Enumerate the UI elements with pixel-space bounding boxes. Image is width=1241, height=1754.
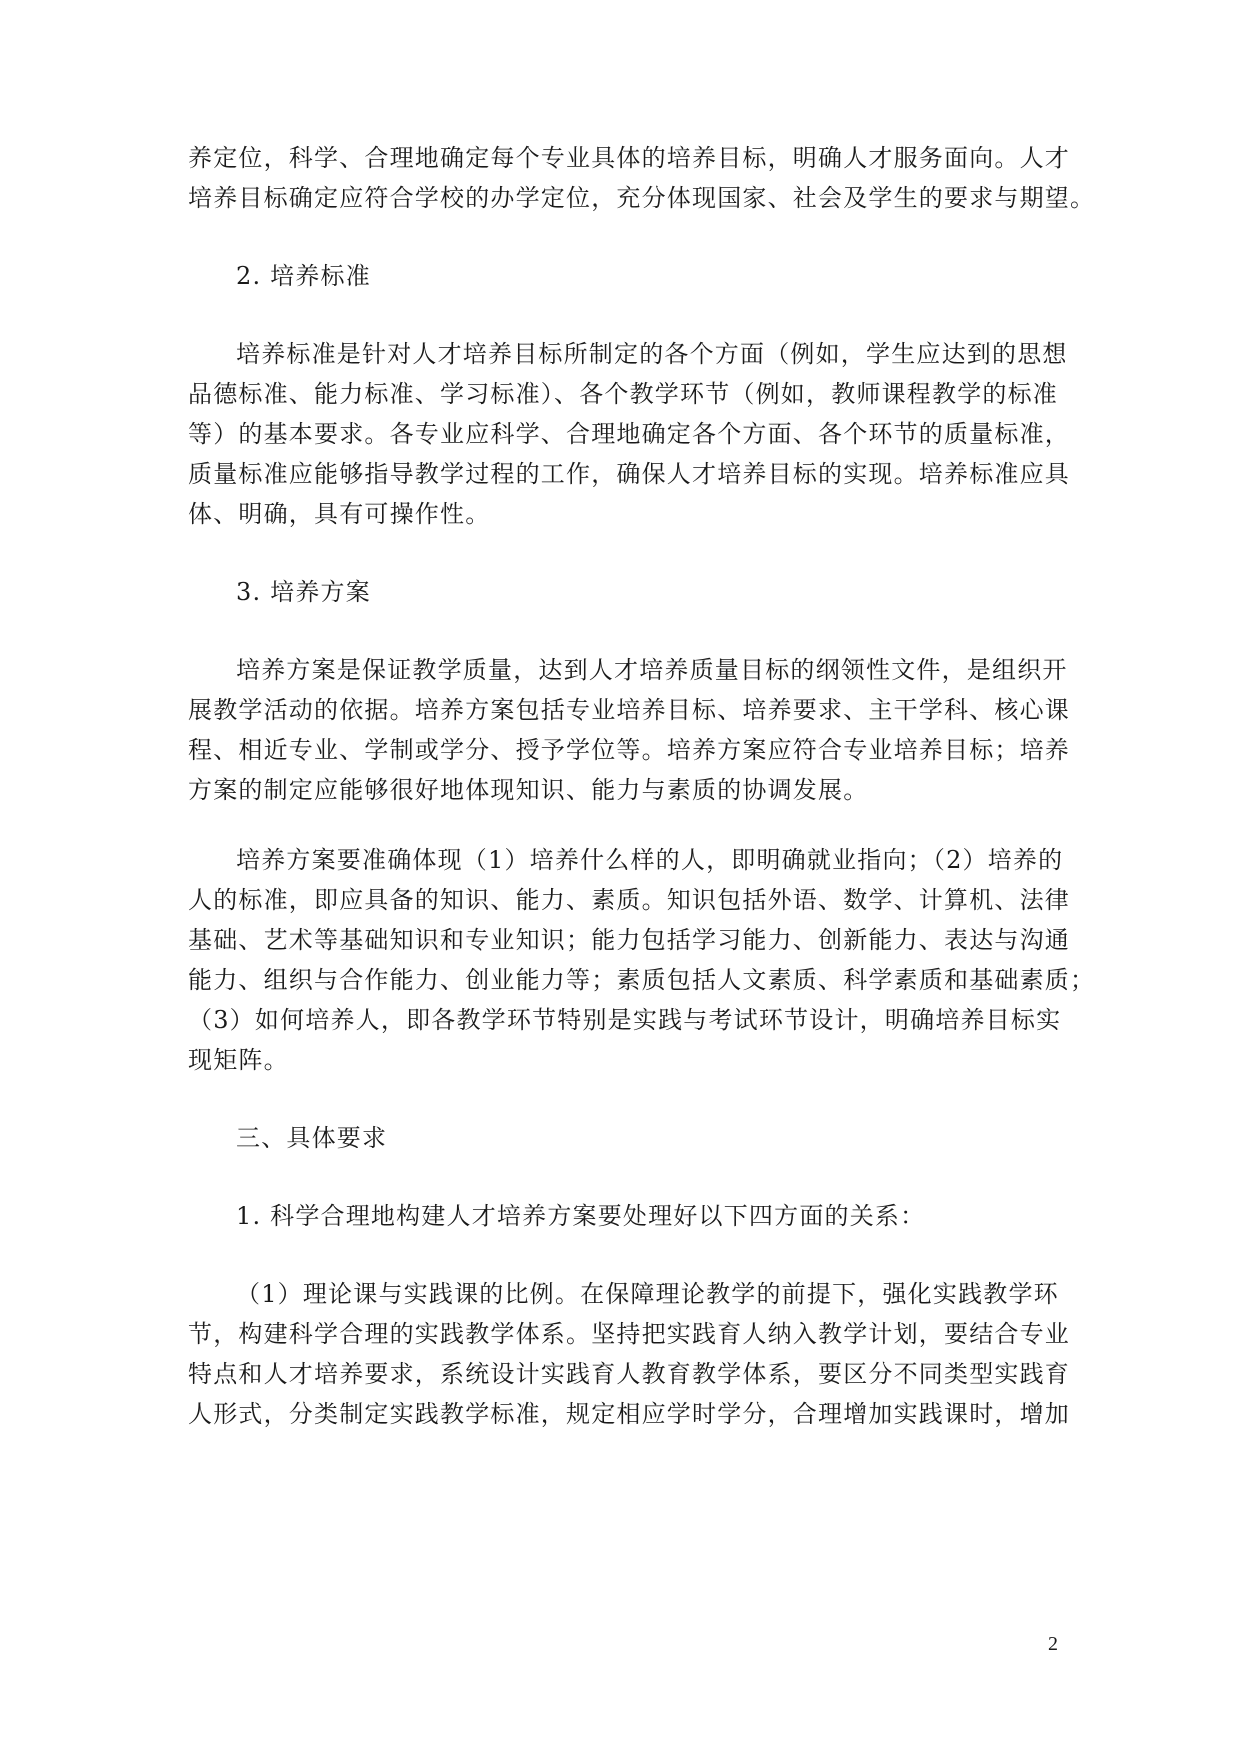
text-line: 等）的基本要求。各专业应科学、合理地确定各个方面、各个环节的质量标准，: [188, 420, 1070, 448]
section-heading: 三、具体要求: [236, 1124, 388, 1152]
text-line: 能力、组织与合作能力、创业能力等；素质包括人文素质、科学素质和基础素质；: [188, 966, 1096, 994]
paragraph-standards: [188, 334, 1070, 534]
text-line: 人形式，分类制定实践教学标准，规定相应学时学分，合理增加实践课时，增加: [188, 1400, 1070, 1428]
text-line: 培养标准是针对人才培养目标所制定的各个方面（例如，学生应达到的思想: [236, 340, 1068, 368]
text-line: 品德标准、能力标准、学习标准）、各个教学环节（例如，教师课程教学的标准: [188, 380, 1058, 408]
heading-requirement-1: [188, 1196, 1052, 1236]
text-line: 养定位，科学、合理地确定每个专业具体的培养目标，明确人才服务面向。人才: [188, 144, 1070, 172]
text-line: 现矩阵。: [188, 1046, 289, 1074]
paragraph-plan-requirements: [188, 840, 1096, 1080]
heading-specific-requirements: [188, 1118, 1052, 1158]
text-line: 人的标准，即应具备的知识、能力、素质。知识包括外语、数学、计算机、法律: [188, 886, 1070, 914]
subsection-heading: 1. 科学合理地构建人才培养方案要处理好以下四方面的关系：: [236, 1202, 926, 1230]
text-line: 体、明确，具有可操作性。: [188, 500, 491, 528]
heading-training-standards: [188, 256, 1052, 296]
text-line: 质量标准应能够指导教学过程的工作，确保人才培养目标的实现。培养标准应具: [188, 460, 1070, 488]
document-body: [188, 138, 1096, 1434]
text-line: 培养方案是保证教学质量，达到人才培养质量目标的纲领性文件，是组织开: [236, 656, 1068, 684]
text-line: 节，构建科学合理的实践教学体系。坚持把实践育人纳入教学计划，要结合专业: [188, 1320, 1070, 1348]
section-heading: 2. 培养标准: [236, 262, 371, 290]
page-number: 2: [1048, 1633, 1058, 1655]
section-heading: 3. 培养方案: [236, 578, 371, 606]
text-line: 展教学活动的依据。培养方案包括专业培养目标、培养要求、主干学科、核心课: [188, 696, 1070, 724]
text-line: 基础、艺术等基础知识和专业知识；能力包括学习能力、创新能力、表达与沟通: [188, 926, 1070, 954]
text-line: 方案的制定应能够很好地体现知识、能力与素质的协调发展。: [188, 776, 869, 804]
text-line: 程、相近专业、学制或学分、授予学位等。培养方案应符合专业培养目标；培养: [188, 736, 1070, 764]
text-line: 特点和人才培养要求，系统设计实践育人教育教学体系，要区分不同类型实践育: [188, 1360, 1070, 1388]
paragraph-plan: [188, 650, 1070, 810]
text-line: 培养目标确定应符合学校的办学定位，充分体现国家、社会及学生的要求与期望。: [188, 184, 1096, 212]
text-line: （1）理论课与实践课的比例。在保障理论教学的前提下，强化实践教学环: [236, 1280, 1059, 1308]
paragraph-intro-continuation: [188, 138, 1096, 218]
text-line: （3）如何培养人，即各教学环节特别是实践与考试环节设计，明确培养目标实: [188, 1006, 1062, 1034]
paragraph-requirement-1-1: [188, 1274, 1070, 1434]
text-line: 培养方案要准确体现（1）培养什么样的人，即明确就业指向；（2）培养的: [236, 846, 1064, 874]
heading-training-plan: [188, 572, 1052, 612]
